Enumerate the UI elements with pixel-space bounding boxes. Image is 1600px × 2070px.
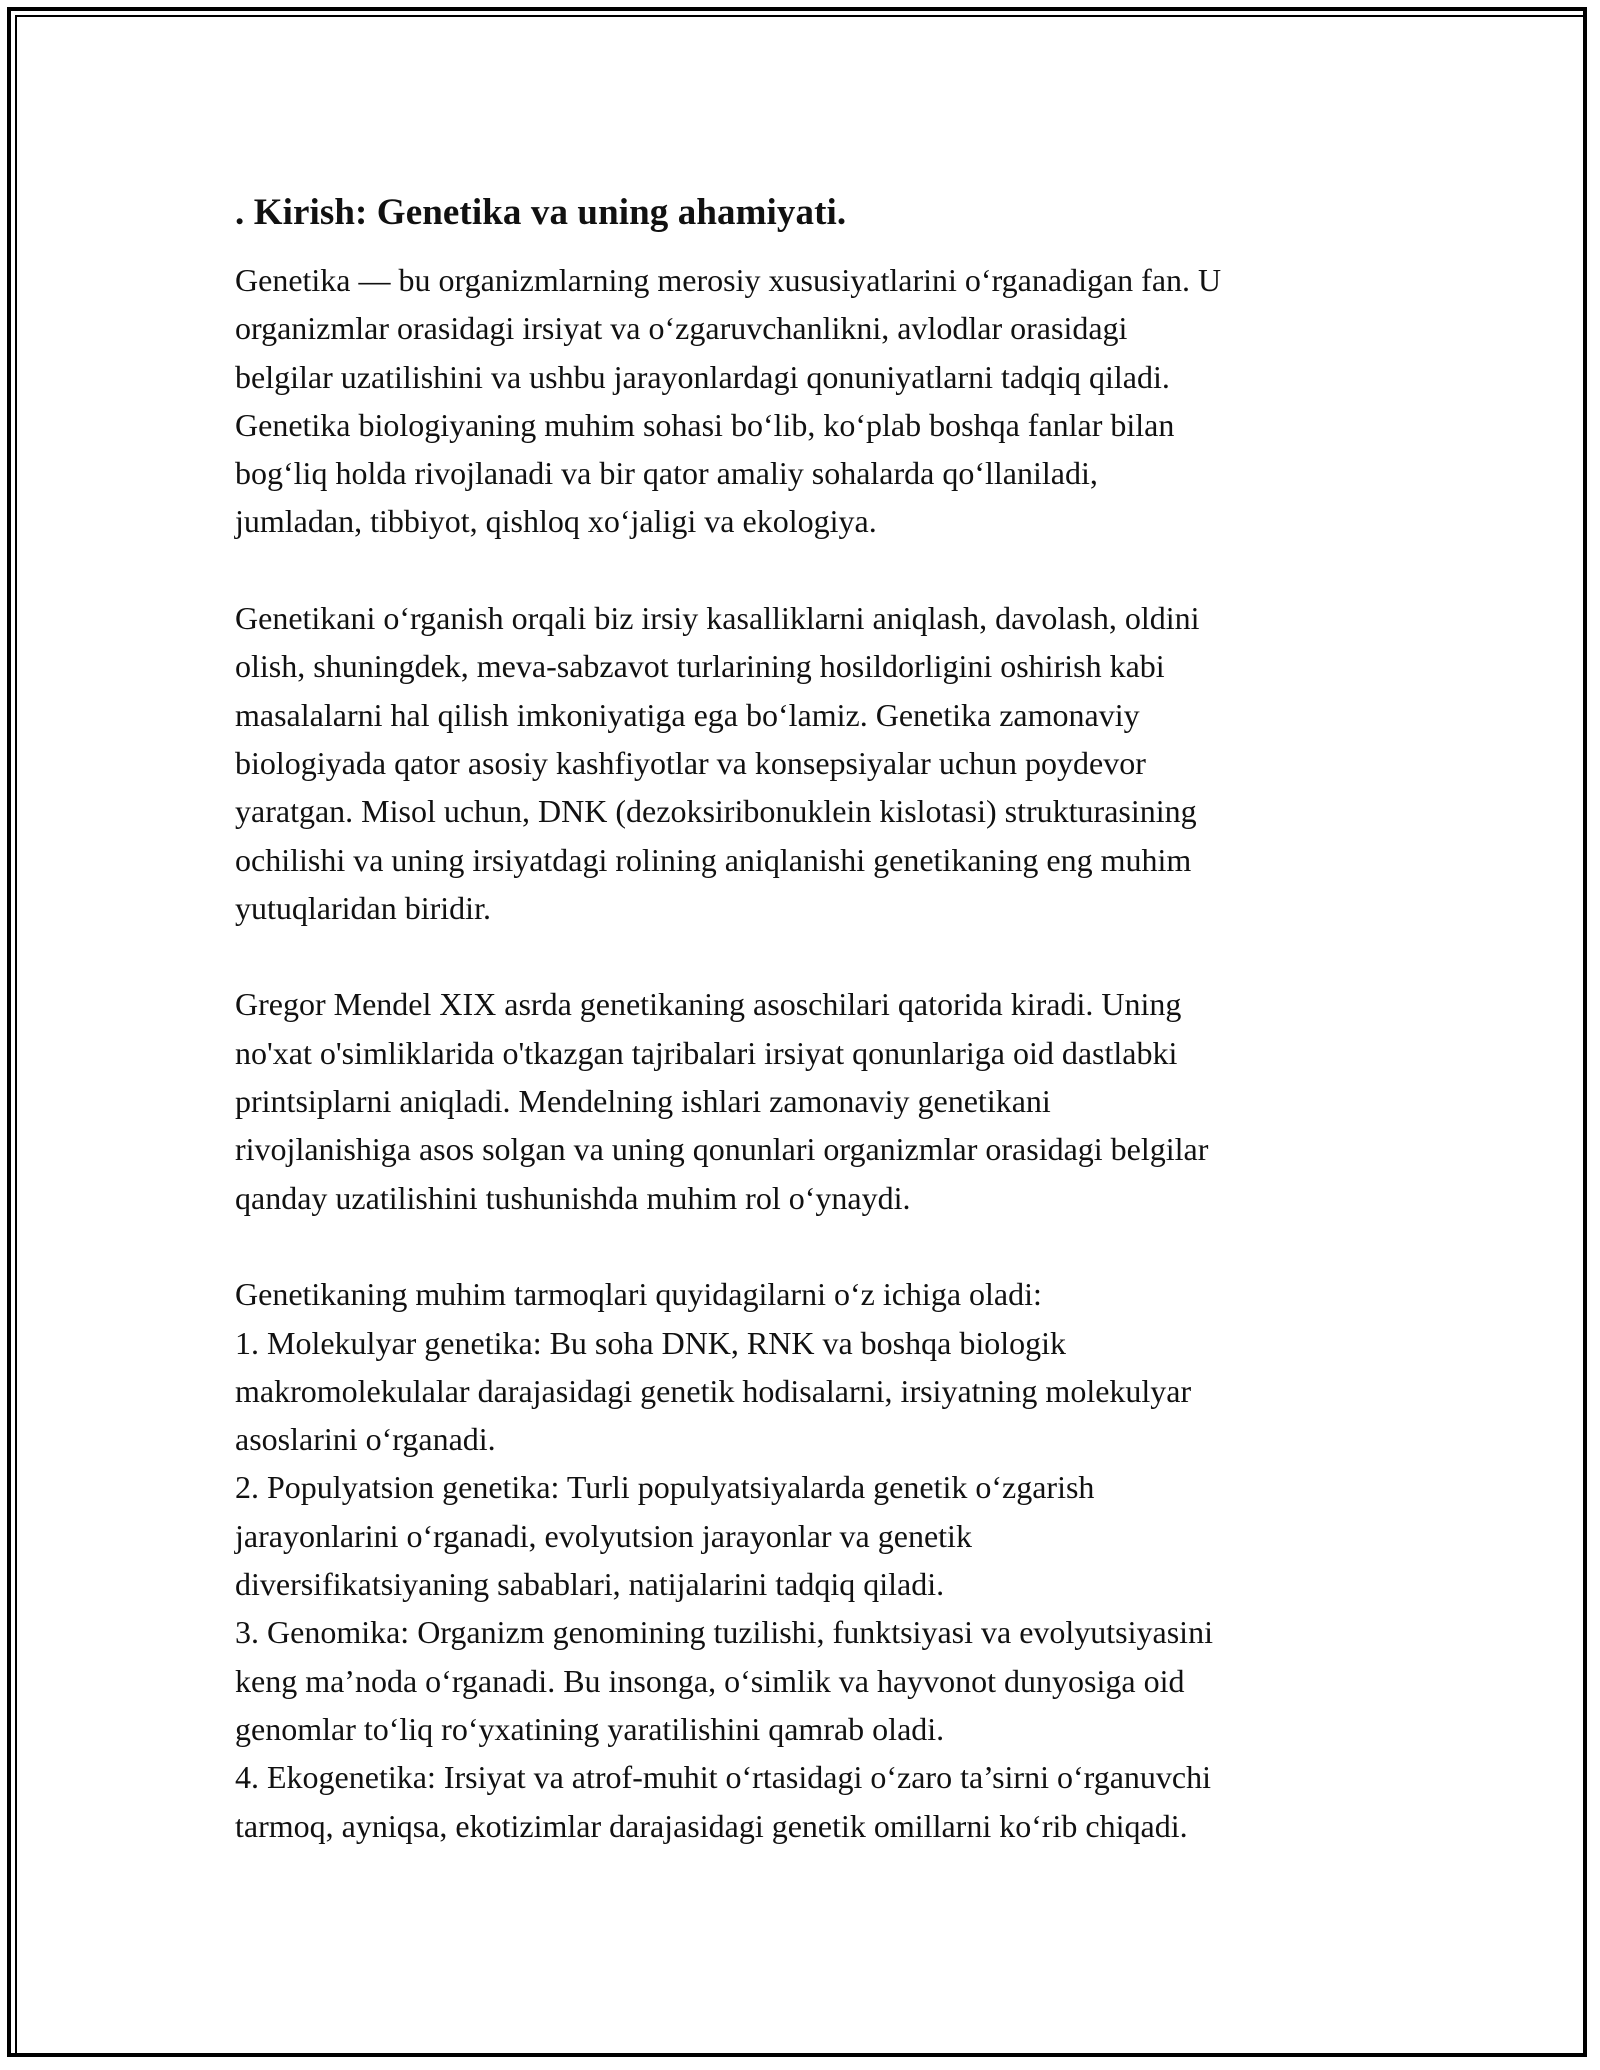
text-line: no'xat o'simliklarida o'tkazgan tajribalari irsiyat qonunlariga oid dastlabki	[235, 1034, 1178, 1071]
section-heading: . Kirish: Genetika va uning ahamiyati.	[235, 192, 847, 233]
paragraph-mendel	[235, 980, 1375, 1221]
text-line: qanday uzatilishini tushunishda muhim rol o‘ynaydi.	[235, 1179, 911, 1216]
text-line: belgilar uzatilishini va ushbu jarayonlardagi qonuniyatlarni tadqiq qiladi.	[235, 358, 1170, 395]
text-line: Genetikaning muhim tarmoqlari quyidagilarni o‘z ichiga oladi:	[235, 1276, 1042, 1313]
paragraph-spacer	[235, 932, 1375, 980]
list-item: 1. Molekulyar genetika: Bu soha DNK, RNK va boshqa biologik	[235, 1324, 1066, 1361]
list-item: 3. Genomika: Organizm genomining tuzilishi, funktsiyasi va evolyutsiyasini	[235, 1614, 1213, 1651]
list-item: 2. Populyatsion genetika: Turli populyatsiyalarda genetik o‘zgarish	[235, 1469, 1095, 1506]
text-line: masalalarni hal qilish imkoniyatiga ega bo‘lamiz. Genetika zamonaviy	[235, 696, 1140, 733]
text-line: Gregor Mendel XIX asrda genetikaning asoschilari qatorida kiradi. Uning	[235, 986, 1182, 1023]
text-line: printsiplarni aniqladi. Mendelning ishlari zamonaviy genetikani	[235, 1083, 1051, 1120]
document-body	[235, 188, 1375, 1850]
text-line: jumladan, tibbiyot, qishloq xo‘jaligi va ekologiya.	[235, 503, 877, 540]
text-line: bog‘liq holda rivojlanadi va bir qator amaliy sohalarda qo‘llaniladi,	[235, 455, 1098, 492]
text-line: Genetika — bu organizmlarning merosiy xususiyatlarini o‘rganadigan fan. U	[235, 262, 1222, 298]
text-line: ochilishi va uning irsiyatdagi rolining aniqlanishi genetikaning eng muhim	[235, 841, 1192, 878]
text-line: olish, shuningdek, meva-sabzavot turlarining hosildorligini oshirish kabi	[235, 648, 1165, 685]
text-line: organizmlar orasidagi irsiyat va o‘zgaruvchanlikni, avlodlar orasidagi	[235, 310, 1128, 347]
text-line: Genetika biologiyaning muhim sohasi bo‘lib, ko‘plab boshqa fanlar bilan	[235, 406, 1175, 443]
paragraph-intro	[235, 256, 1375, 546]
text-line: diversifikatsiyaning sabablari, natijalarini tadqiq qiladi.	[235, 1566, 945, 1603]
text-line: asoslarini o‘rganadi.	[235, 1421, 496, 1458]
text-line: Genetikani o‘rganish orqali biz irsiy kasalliklarni aniqlash, davolash, oldini	[235, 600, 1200, 637]
paragraph-spacer	[235, 1222, 1375, 1270]
text-line: rivojlanishiga asos solgan va uning qonunlari organizmlar orasidagi belgilar	[235, 1131, 1209, 1168]
text-line: yutuqlaridan biridir.	[235, 889, 491, 926]
paragraph-spacer	[235, 546, 1375, 594]
paragraph-branches	[235, 1270, 1375, 1850]
text-line: keng ma’noda o‘rganadi. Bu insonga, o‘simlik va hayvonot dunyosiga oid	[235, 1662, 1185, 1699]
text-line: makromolekulalar darajasidagi genetik hodisalarni, irsiyatning molekulyar	[235, 1372, 1192, 1409]
paragraph-applications	[235, 594, 1375, 932]
list-item: 4. Ekogenetika: Irsiyat va atrof-muhit o‘rtasidagi o‘zaro ta’sirni o‘rganuvchi	[235, 1759, 1211, 1796]
text-line: biologiyada qator asosiy kashfiyotlar va konsepsiyalar uchun poydevor	[235, 744, 1146, 781]
text-line: tarmoq, ayniqsa, ekotizimlar darajasidagi genetik omillarni ko‘rib chiqadi.	[235, 1807, 1188, 1844]
text-line: jarayonlarini o‘rganadi, evolyutsion jarayonlar va genetik	[235, 1517, 972, 1554]
text-line: genomlar to‘liq ro‘yxatining yaratilishini qamrab oladi.	[235, 1710, 945, 1747]
text-line: yaratgan. Misol uchun, DNK (dezoksiribonuklein kislotasi) strukturasining	[235, 793, 1197, 830]
